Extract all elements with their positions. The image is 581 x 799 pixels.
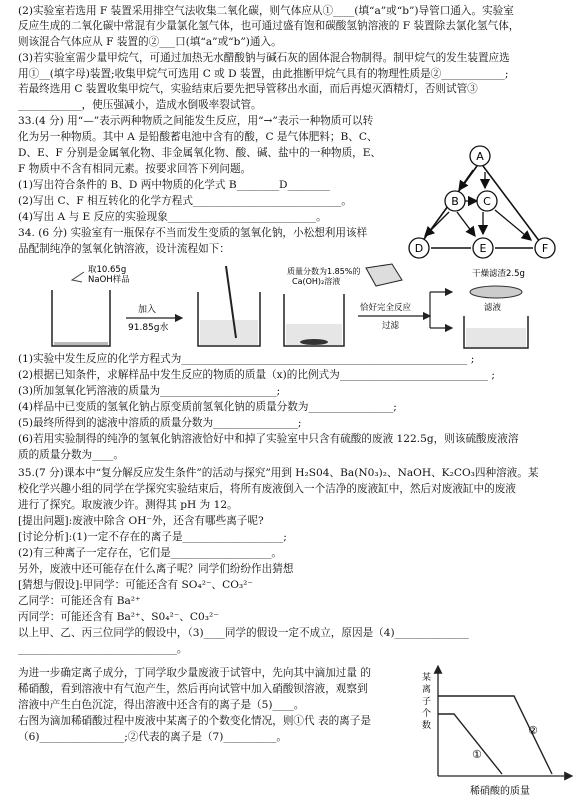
q-text-line: 另外，废液中还可能存在什么离子呢？同学们纷纷作出猜想 — [18, 563, 294, 575]
q-text-line: 化为另一种物质。其中 A 是铅酸蓄电池中含有的酸，C 是气体肥料；B、C、 — [18, 131, 378, 143]
node-label: D — [414, 242, 424, 255]
node-label: C — [483, 195, 491, 208]
node-label: B — [451, 195, 459, 208]
q-text-line: (2)写出 C、F 相互转化的化学方程式____________________________。 — [18, 195, 352, 207]
node-label: F — [541, 242, 549, 255]
caoh-label: 质量分数为1.85%的 Ca(OH)₂溶液 — [287, 267, 361, 286]
q-text-line: 校化学兴趣小组的同学在学探究实验结束后，将所有废液倒入一个洁净的废液缸中，然后对废液缸中的废液 — [18, 483, 516, 495]
arrow-line — [457, 212, 475, 236]
q-text-line: 用①__(填字母)装置;收集甲烷气可选用 C 或 D 装置，由此推断甲烷气具有的物理性质是②____________; — [18, 68, 509, 80]
q-text-line: 进行了探究。取废液少许。测得其 pH 为 12。 — [18, 499, 238, 511]
water-label: 91.85g水 — [128, 323, 169, 333]
q-text-line: 品配制纯净的氢氧化钠溶液，设计流程如下： — [18, 243, 230, 255]
q-text-line: D、E、F 分别是金属氧化物、非金属氧化物、酸、碱、盐中的一种物质，E、 — [18, 147, 382, 159]
q-text-line: (6)若用实验制得的纯净的氢氧化钠溶液恰好中和掉了实验室中只含有硫酸的废液 122.5g，则该硫酸废液溶 — [18, 433, 519, 445]
filter-label: 过滤 — [382, 321, 400, 331]
reagent-bottle-icon — [366, 264, 402, 286]
q-text-line: 反应生成的二氧化碳中常混有少量氯化氢气体，也可通过盛有饱和碳酸氢钠溶液的 F 装置除去氯化氢气体， — [18, 20, 520, 32]
q-text-line: 右图为滴加稀硝酸过程中废液中某离子的个数变化情况，则①代 表的离子是 — [18, 715, 371, 727]
node-label: A — [476, 150, 484, 163]
q-text-line: (3)所加氢氧化钙溶液的质量为______________________; — [18, 385, 281, 397]
curve-2-label: ② — [528, 724, 538, 737]
filtrate-label: 滤液 — [484, 303, 502, 313]
q-text-line: [提出问题]:废液中除含 OH⁻外，还含有哪些离子呢? — [18, 515, 264, 527]
q-text-line: 以上甲、乙、丙三位同学的假设中，（3)____同学的假设一定不成立，原因是（4)______________ — [18, 627, 469, 639]
q-text-line: (5)最终所得到的滤液中溶质的质量分数为________________; — [18, 417, 302, 429]
q-text-line: (1)实验中发生反应的化学方程式为______________________________________________________ ; — [18, 353, 475, 365]
ion-count-graph — [418, 662, 578, 798]
curve-1-line — [438, 714, 502, 774]
arrow-line — [495, 210, 531, 240]
q-text-line: (4)写出 A 与 E 反应的实验现象____________________________。 — [18, 211, 327, 223]
q-text-line: 溶液中产生白色沉淀，得出溶液中还含有的离子是（5)____。 — [18, 699, 305, 711]
q-text-line: 为进一步确定离子成分，丁同学取少量废液于试管中，先向其中滴加过量 的 — [18, 667, 371, 679]
q-text-line: 稀硝酸，看到溶液中有气泡产生，然后再向试管中加入硝酸钡溶液，观察到 — [18, 683, 368, 695]
q-text-line: [讨论分析]:(1)一定不存在的离子是___________________; — [18, 531, 287, 543]
q-text-line: 33.(4 分) 用“—”表示两种物质之间能发生反应，用“→”表示一种物质可以转 — [18, 115, 374, 127]
q-text-line: (1)写出符合条件的 B、D 两中物质的化学式 B________D________ — [18, 179, 330, 191]
y-axis-label: 某离子个数 — [422, 673, 432, 731]
residue-label: 干燥滤渣2.5g — [472, 269, 525, 279]
arrow-line — [459, 170, 473, 190]
q-text-line: 35.(7 分)课本中“复分解反应发生条件”的活动与探究”用到 H₂S04、Ba(N0₃)₂、NaOH、K₂CO₃四种溶液。某 — [18, 467, 539, 479]
q-text-line: 质的质量分数为____。 — [18, 449, 124, 461]
q-text-line: ______________________________。 — [18, 643, 188, 655]
beaker-icon — [52, 290, 110, 346]
q-text-line: ____________，使压强减小，造成水倒吸率裂试管。 — [18, 99, 262, 111]
q-text-line: (2)实验室若选用 F 装置采用排空气法收集二氧化碳，则气体应从①____(填“a”或“b”)导管口通入。实验室 — [18, 5, 514, 17]
q-text-line: 34. (6 分) 实验室有一瓶保存不当而发生变质的氢氧化钠，小松想利用该样 — [18, 227, 368, 239]
add-label: 加入 — [138, 305, 157, 315]
sample-label: 取10.65g NaOH样品 — [88, 265, 130, 285]
q-text-line: 乙同学：可能还含有 Ba²⁺ — [18, 595, 141, 607]
node-label: E — [479, 242, 487, 255]
q-text-line: F 物质中不含有相同元素。按要求回答下列问题。 — [18, 163, 252, 175]
q-text-line: (2)有三种离子一定存在，它们是___________________。 — [18, 547, 282, 559]
q-text-line: 若最终选用 C 装置收集甲烷气，实验结束后要先把导管移出水面，而后再熄灭酒精灯，否则试管③ — [18, 83, 478, 95]
x-axis-label: 稀硝酸的质量 — [470, 786, 530, 797]
q-text-line: [猜想与假设]:甲同学：可能还含有 SO₄²⁻、CO₃²⁻ — [18, 579, 254, 591]
q-text-line: (2)根据已知条件，求解样品中发生反应的物质的质量（x)的比例式为____________________________ ; — [18, 369, 495, 381]
relation-diagram — [405, 140, 570, 270]
curve-1-label: ① — [472, 748, 482, 761]
react-label: 恰好完全反应 — [360, 303, 412, 313]
q-text-line: (3)若实验室需少量甲烷气，可通过加热无水醋酸钠与碱石灰的固体混合物制得。制甲烷气的发生装置应选 — [18, 52, 510, 64]
arrow-line — [425, 212, 449, 236]
q-text-line: （6)________________;②代表的离子是（7)__________。 — [18, 731, 287, 743]
q-text-line: 则该混合气体应从 F 装置的②___口(填“a”或“b”)通入。 — [18, 36, 282, 48]
experiment-flow-figure — [22, 262, 562, 350]
q-text-line: 丙同学：可能还含有 Ba²⁺、S0₄²⁻、C0₃²⁻ — [18, 611, 219, 623]
q-text-line: (4)样品中已变质的氢氧化钠占原变质前氢氧化钠的质量分数为________________; — [18, 401, 397, 413]
dish-icon — [470, 286, 522, 298]
